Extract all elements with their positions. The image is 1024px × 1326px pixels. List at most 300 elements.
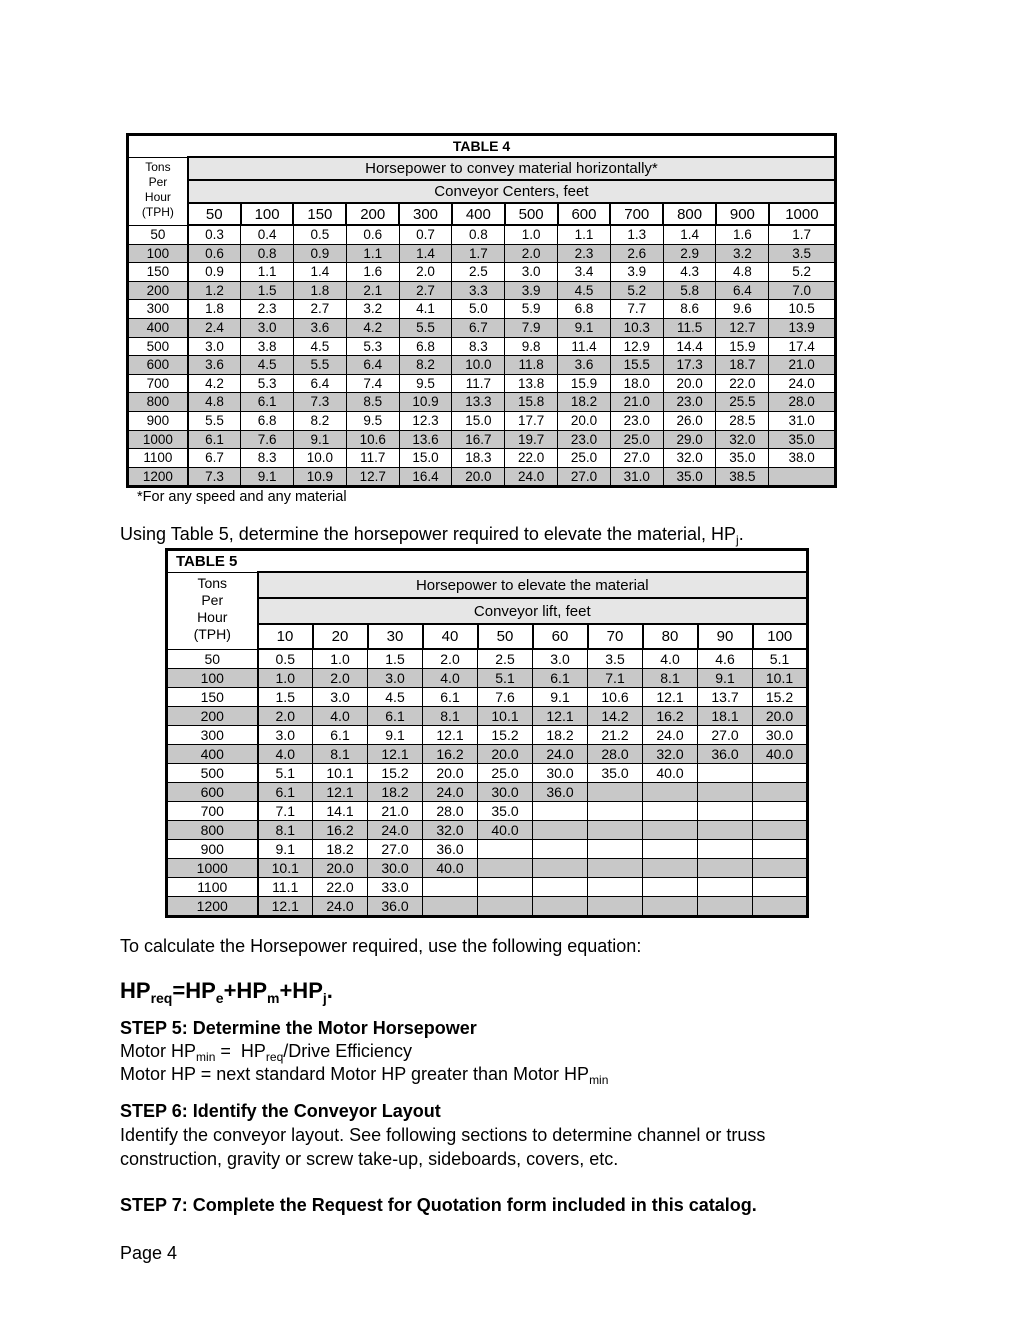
- value-cell: [588, 840, 643, 859]
- tph-cell: 900: [167, 840, 258, 859]
- value-cell: 32.0: [643, 745, 698, 764]
- value-cell: 5.3: [241, 374, 294, 393]
- value-cell: [698, 859, 753, 878]
- table-row: [128, 244, 836, 263]
- value-cell: 0.8: [241, 244, 294, 263]
- table-row: [128, 393, 836, 412]
- column-header: 100: [753, 624, 808, 649]
- calc-line: To calculate the Horsepower required, use the following equation:: [120, 936, 642, 956]
- value-cell: 24.0: [423, 783, 478, 802]
- value-cell: 24.0: [313, 897, 368, 917]
- tph-cell: 1100: [128, 449, 188, 468]
- table-row: [128, 318, 836, 337]
- value-cell: [533, 821, 588, 840]
- table-4-header: Horsepower to convey material horizontally*: [188, 157, 836, 180]
- table-row: [128, 337, 836, 356]
- step-5-line-2: Motor HP = next standard Motor HP greater than Motor $HP_{min}$: [120, 1064, 609, 1087]
- tph-cell: 50: [128, 225, 188, 244]
- value-cell: 8.2: [293, 411, 346, 430]
- column-header: 800: [663, 203, 716, 225]
- value-cell: 25.0: [610, 430, 663, 449]
- value-cell: 23.0: [610, 411, 663, 430]
- tph-cell: 1000: [167, 859, 258, 878]
- value-cell: 27.0: [698, 726, 753, 745]
- table-row: [167, 840, 808, 859]
- value-cell: [423, 897, 478, 917]
- value-cell: 25.0: [558, 449, 611, 468]
- value-cell: 15.9: [558, 374, 611, 393]
- value-cell: 12.9: [610, 337, 663, 356]
- value-cell: 6.4: [293, 374, 346, 393]
- value-cell: [643, 878, 698, 897]
- tph-cell: 300: [167, 726, 258, 745]
- step-7-heading: STEP 7: Complete the Request for Quotation form included in this catalog.: [120, 1195, 757, 1215]
- value-cell: 0.7: [399, 225, 452, 244]
- value-cell: 16.7: [452, 430, 505, 449]
- value-cell: 4.3: [663, 263, 716, 282]
- value-cell: 1.3: [610, 225, 663, 244]
- value-cell: 13.6: [399, 430, 452, 449]
- table-row: [167, 897, 808, 917]
- value-cell: 22.0: [505, 449, 558, 468]
- table-5-header: Horsepower to elevate the material: [258, 572, 808, 598]
- value-cell: 2.7: [293, 300, 346, 319]
- tph-cell: 150: [167, 688, 258, 707]
- value-cell: 4.8: [716, 263, 769, 282]
- value-cell: 16.4: [399, 467, 452, 487]
- value-cell: 18.0: [610, 374, 663, 393]
- value-cell: 1.5: [258, 688, 313, 707]
- value-cell: 5.9: [505, 300, 558, 319]
- value-cell: [588, 802, 643, 821]
- value-cell: 20.0: [663, 374, 716, 393]
- value-cell: 9.5: [399, 374, 452, 393]
- value-cell: [769, 467, 836, 487]
- value-cell: 15.8: [505, 393, 558, 412]
- step-5-line-1: Motor $HP_{min}$ = $HP_{req}$/Drive Efficiency: [120, 1041, 412, 1064]
- value-cell: 0.6: [346, 225, 399, 244]
- value-cell: 15.2: [368, 764, 423, 783]
- value-cell: 7.6: [241, 430, 294, 449]
- value-cell: 18.2: [558, 393, 611, 412]
- value-cell: [588, 821, 643, 840]
- value-cell: 7.4: [346, 374, 399, 393]
- value-cell: 12.3: [399, 411, 452, 430]
- value-cell: [698, 802, 753, 821]
- tph-cell: 1100: [167, 878, 258, 897]
- value-cell: 18.2: [533, 726, 588, 745]
- value-cell: 3.6: [293, 318, 346, 337]
- value-cell: 8.5: [346, 393, 399, 412]
- value-cell: 3.3: [452, 281, 505, 300]
- value-cell: 2.0: [505, 244, 558, 263]
- value-cell: 4.5: [241, 356, 294, 375]
- value-cell: 3.9: [505, 281, 558, 300]
- column-header: 1000: [769, 203, 836, 225]
- value-cell: 0.4: [241, 225, 294, 244]
- step-5-heading: STEP 5: Determine the Motor Horsepower: [120, 1018, 477, 1038]
- value-cell: 22.0: [313, 878, 368, 897]
- value-cell: 40.0: [643, 764, 698, 783]
- value-cell: 14.2: [588, 707, 643, 726]
- value-cell: 5.2: [610, 281, 663, 300]
- value-cell: 10.6: [346, 430, 399, 449]
- value-cell: [588, 859, 643, 878]
- value-cell: 0.8: [452, 225, 505, 244]
- column-header: 10: [258, 624, 313, 649]
- column-header: 600: [558, 203, 611, 225]
- value-cell: 11.8: [505, 356, 558, 375]
- value-cell: 9.1: [241, 467, 294, 487]
- value-cell: 6.1: [188, 430, 241, 449]
- value-cell: 27.0: [610, 449, 663, 468]
- value-cell: [643, 840, 698, 859]
- value-cell: 4.5: [558, 281, 611, 300]
- value-cell: 36.0: [533, 783, 588, 802]
- value-cell: 18.2: [368, 783, 423, 802]
- value-cell: 30.0: [533, 764, 588, 783]
- tph-cell: 400: [128, 318, 188, 337]
- table-5-title: TABLE 5: [167, 550, 808, 573]
- value-cell: 15.2: [753, 688, 808, 707]
- value-cell: 2.5: [478, 649, 533, 669]
- value-cell: 23.0: [663, 393, 716, 412]
- value-cell: [698, 764, 753, 783]
- value-cell: 5.1: [258, 764, 313, 783]
- value-cell: [643, 802, 698, 821]
- value-cell: 28.0: [769, 393, 836, 412]
- value-cell: 30.0: [753, 726, 808, 745]
- value-cell: 33.0: [368, 878, 423, 897]
- value-cell: 18.1: [698, 707, 753, 726]
- value-cell: 13.3: [452, 393, 505, 412]
- value-cell: 2.0: [423, 649, 478, 669]
- value-cell: 9.1: [533, 688, 588, 707]
- value-cell: 7.6: [478, 688, 533, 707]
- value-cell: 21.2: [588, 726, 643, 745]
- column-header: 90: [698, 624, 753, 649]
- value-cell: 12.7: [346, 467, 399, 487]
- value-cell: 3.2: [346, 300, 399, 319]
- value-cell: 28.5: [716, 411, 769, 430]
- column-header: 50: [188, 203, 241, 225]
- value-cell: 1.6: [346, 263, 399, 282]
- step-6-heading: STEP 6: Identify the Conveyor Layout: [120, 1101, 441, 1121]
- value-cell: 10.1: [258, 859, 313, 878]
- value-cell: [753, 859, 808, 878]
- value-cell: 3.0: [368, 669, 423, 688]
- value-cell: 26.0: [663, 411, 716, 430]
- value-cell: 2.4: [188, 318, 241, 337]
- value-cell: [643, 783, 698, 802]
- value-cell: 10.9: [293, 467, 346, 487]
- value-cell: 1.1: [346, 244, 399, 263]
- value-cell: 40.0: [423, 859, 478, 878]
- value-cell: [753, 783, 808, 802]
- value-cell: 9.1: [258, 840, 313, 859]
- column-header: 70: [588, 624, 643, 649]
- value-cell: 10.0: [293, 449, 346, 468]
- tph-cell: 300: [128, 300, 188, 319]
- table-4-title: TABLE 4: [128, 135, 836, 158]
- value-cell: 12.1: [368, 745, 423, 764]
- tph-cell: 400: [167, 745, 258, 764]
- value-cell: [753, 878, 808, 897]
- value-cell: [643, 821, 698, 840]
- value-cell: 11.7: [346, 449, 399, 468]
- value-cell: 10.1: [753, 669, 808, 688]
- value-cell: 21.0: [769, 356, 836, 375]
- value-cell: 15.0: [399, 449, 452, 468]
- page-number: Page 4: [120, 1243, 178, 1263]
- value-cell: 4.0: [313, 707, 368, 726]
- value-cell: 30.0: [478, 783, 533, 802]
- value-cell: 17.4: [769, 337, 836, 356]
- value-cell: 2.9: [663, 244, 716, 263]
- value-cell: 2.1: [346, 281, 399, 300]
- value-cell: 20.0: [313, 859, 368, 878]
- value-cell: 10.9: [399, 393, 452, 412]
- value-cell: 2.6: [610, 244, 663, 263]
- value-cell: 20.0: [753, 707, 808, 726]
- value-cell: 40.0: [753, 745, 808, 764]
- value-cell: 3.2: [716, 244, 769, 263]
- value-cell: [423, 878, 478, 897]
- column-header: 50: [478, 624, 533, 649]
- column-header: 700: [610, 203, 663, 225]
- step-6-line-1: Identify the conveyor layout. See following sections to determine channel or truss: [120, 1125, 766, 1145]
- value-cell: 8.1: [258, 821, 313, 840]
- tph-cell: 500: [167, 764, 258, 783]
- value-cell: 4.0: [258, 745, 313, 764]
- column-header: 20: [313, 624, 368, 649]
- value-cell: 2.0: [399, 263, 452, 282]
- value-cell: 12.1: [533, 707, 588, 726]
- value-cell: 4.5: [368, 688, 423, 707]
- value-cell: 5.0: [452, 300, 505, 319]
- value-cell: 0.5: [293, 225, 346, 244]
- table-4-note: *For any speed and any material: [137, 489, 347, 505]
- value-cell: 0.9: [293, 244, 346, 263]
- value-cell: 1.0: [505, 225, 558, 244]
- value-cell: 12.1: [313, 783, 368, 802]
- value-cell: 6.4: [346, 356, 399, 375]
- value-cell: 6.1: [258, 783, 313, 802]
- column-header: 200: [346, 203, 399, 225]
- value-cell: 35.0: [769, 430, 836, 449]
- value-cell: 1.4: [293, 263, 346, 282]
- value-cell: 0.6: [188, 244, 241, 263]
- value-cell: [753, 840, 808, 859]
- table-row: [167, 821, 808, 840]
- value-cell: [533, 897, 588, 917]
- value-cell: 28.0: [423, 802, 478, 821]
- value-cell: 17.7: [505, 411, 558, 430]
- value-cell: 1.5: [241, 281, 294, 300]
- value-cell: 29.0: [663, 430, 716, 449]
- value-cell: 0.9: [188, 263, 241, 282]
- tph-cell: 900: [128, 411, 188, 430]
- table-5: [165, 548, 809, 918]
- table-row: [128, 467, 836, 487]
- value-cell: 30.0: [368, 859, 423, 878]
- value-cell: 9.6: [716, 300, 769, 319]
- value-cell: 6.1: [533, 669, 588, 688]
- value-cell: 4.1: [399, 300, 452, 319]
- value-cell: 5.5: [188, 411, 241, 430]
- value-cell: 13.7: [698, 688, 753, 707]
- value-cell: 24.0: [769, 374, 836, 393]
- value-cell: 2.3: [241, 300, 294, 319]
- tph-cell: 600: [167, 783, 258, 802]
- value-cell: 4.6: [698, 649, 753, 669]
- value-cell: 1.7: [769, 225, 836, 244]
- value-cell: 3.4: [558, 263, 611, 282]
- table-5-subheader: Conveyor lift, feet: [258, 598, 808, 624]
- value-cell: 6.8: [399, 337, 452, 356]
- value-cell: 40.0: [478, 821, 533, 840]
- value-cell: 3.0: [505, 263, 558, 282]
- table-row: [128, 449, 836, 468]
- value-cell: 6.7: [452, 318, 505, 337]
- value-cell: 17.3: [663, 356, 716, 375]
- value-cell: [533, 878, 588, 897]
- table-row: [167, 726, 808, 745]
- table-row: [167, 783, 808, 802]
- value-cell: 16.2: [423, 745, 478, 764]
- value-cell: [533, 840, 588, 859]
- value-cell: 36.0: [423, 840, 478, 859]
- value-cell: 2.5: [452, 263, 505, 282]
- value-cell: 20.0: [452, 467, 505, 487]
- value-cell: 13.8: [505, 374, 558, 393]
- value-cell: 9.5: [346, 411, 399, 430]
- tph-cell: 100: [128, 244, 188, 263]
- value-cell: 35.0: [588, 764, 643, 783]
- value-cell: 3.6: [558, 356, 611, 375]
- hp-formula: $HP_{req}=HP_e+HP_m+HP_j$.: [120, 978, 333, 1006]
- tph-cell: 1000: [128, 430, 188, 449]
- value-cell: 32.0: [663, 449, 716, 468]
- value-cell: 11.1: [258, 878, 313, 897]
- table-row: [128, 263, 836, 282]
- value-cell: 16.2: [643, 707, 698, 726]
- value-cell: 6.7: [188, 449, 241, 468]
- value-cell: [753, 764, 808, 783]
- tph-label: Tons Per Hour (TPH): [167, 572, 258, 649]
- column-header: 40: [423, 624, 478, 649]
- value-cell: 1.1: [558, 225, 611, 244]
- value-cell: 3.0: [533, 649, 588, 669]
- value-cell: [478, 878, 533, 897]
- value-cell: 35.0: [716, 449, 769, 468]
- value-cell: 20.0: [478, 745, 533, 764]
- value-cell: [698, 821, 753, 840]
- column-header: 400: [452, 203, 505, 225]
- value-cell: 7.3: [293, 393, 346, 412]
- table-row: [128, 374, 836, 393]
- value-cell: 1.8: [293, 281, 346, 300]
- step-6-line-2: construction, gravity or screw take-up, sideboards, covers, etc.: [120, 1149, 619, 1169]
- value-cell: 21.0: [368, 802, 423, 821]
- table-row: [167, 745, 808, 764]
- tph-cell: 1200: [167, 897, 258, 917]
- value-cell: 12.1: [258, 897, 313, 917]
- value-cell: 10.6: [588, 688, 643, 707]
- value-cell: 5.5: [399, 318, 452, 337]
- table-row: [128, 356, 836, 375]
- value-cell: 2.7: [399, 281, 452, 300]
- value-cell: 3.5: [588, 649, 643, 669]
- value-cell: 18.7: [716, 356, 769, 375]
- value-cell: 5.1: [753, 649, 808, 669]
- value-cell: 18.2: [313, 840, 368, 859]
- value-cell: 27.0: [558, 467, 611, 487]
- value-cell: [698, 783, 753, 802]
- value-cell: 4.0: [643, 649, 698, 669]
- value-cell: 4.2: [346, 318, 399, 337]
- value-cell: 6.1: [313, 726, 368, 745]
- value-cell: [643, 859, 698, 878]
- column-header: 30: [368, 624, 423, 649]
- tph-cell: 150: [128, 263, 188, 282]
- value-cell: 8.3: [452, 337, 505, 356]
- value-cell: 7.3: [188, 467, 241, 487]
- value-cell: 18.3: [452, 449, 505, 468]
- value-cell: 12.1: [423, 726, 478, 745]
- value-cell: 24.0: [368, 821, 423, 840]
- value-cell: 15.0: [452, 411, 505, 430]
- value-cell: 10.3: [610, 318, 663, 337]
- value-cell: 7.7: [610, 300, 663, 319]
- value-cell: 3.6: [188, 356, 241, 375]
- value-cell: 3.0: [258, 726, 313, 745]
- value-cell: 5.5: [293, 356, 346, 375]
- value-cell: 7.0: [769, 281, 836, 300]
- value-cell: 6.1: [423, 688, 478, 707]
- column-header: 100: [241, 203, 294, 225]
- value-cell: 25.0: [478, 764, 533, 783]
- value-cell: 10.1: [478, 707, 533, 726]
- value-cell: 1.0: [313, 649, 368, 669]
- tph-cell: 50: [167, 649, 258, 669]
- value-cell: 8.1: [643, 669, 698, 688]
- value-cell: 11.4: [558, 337, 611, 356]
- value-cell: 9.1: [698, 669, 753, 688]
- value-cell: 2.3: [558, 244, 611, 263]
- value-cell: 1.8: [188, 300, 241, 319]
- value-cell: 28.0: [588, 745, 643, 764]
- table-row: [128, 430, 836, 449]
- value-cell: 3.0: [313, 688, 368, 707]
- table-row: [167, 764, 808, 783]
- table-5-intro: Using Table 5, determine the horsepower required to elevate the material, $HP_j$.: [120, 524, 744, 547]
- value-cell: 16.2: [313, 821, 368, 840]
- table-row: [167, 688, 808, 707]
- tph-cell: 800: [128, 393, 188, 412]
- value-cell: 25.5: [716, 393, 769, 412]
- value-cell: 11.5: [663, 318, 716, 337]
- value-cell: 36.0: [368, 897, 423, 917]
- value-cell: 10.1: [313, 764, 368, 783]
- value-cell: 3.5: [769, 244, 836, 263]
- table-row: [167, 649, 808, 669]
- value-cell: 27.0: [368, 840, 423, 859]
- value-cell: 24.0: [643, 726, 698, 745]
- value-cell: 31.0: [769, 411, 836, 430]
- value-cell: 35.0: [478, 802, 533, 821]
- value-cell: 23.0: [558, 430, 611, 449]
